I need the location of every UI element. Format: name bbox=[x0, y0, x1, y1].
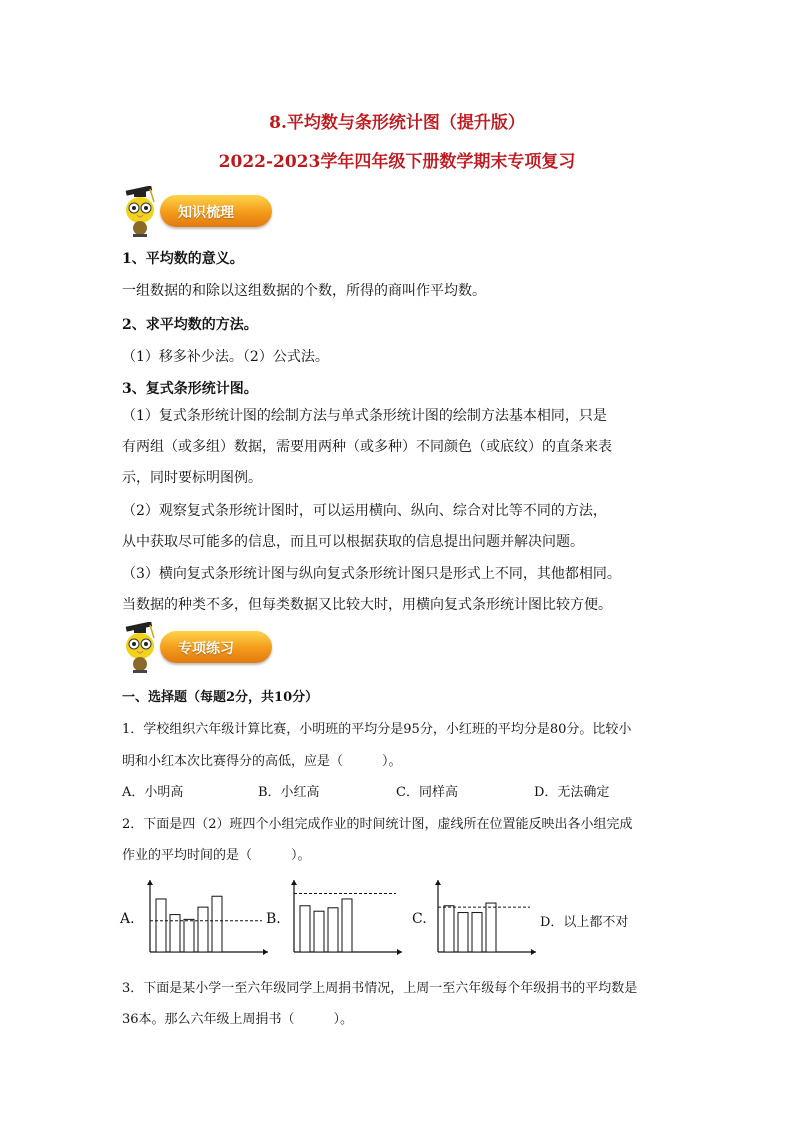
x-axis-arrow bbox=[531, 949, 536, 955]
y-axis-arrow bbox=[291, 880, 297, 885]
q1-option-d[interactable]: D．无法确定 bbox=[534, 785, 610, 800]
knowledge-text-3-line-1: （1）复式条形统计图的绘制方法与单式条形统计图的绘制方法基本相同，只是 bbox=[122, 408, 607, 424]
practice-badge-label: 专项练习 bbox=[178, 641, 234, 657]
q2-line-2: 作业的平均时间的是（ ）。 bbox=[122, 848, 311, 863]
q3-line-2: 36本。那么六年级上周捐书（ ）。 bbox=[122, 1012, 354, 1027]
knowledge-badge bbox=[120, 186, 280, 238]
practice-badge bbox=[120, 622, 280, 674]
knowledge-text-3-line-2: 有两组（或多组）数据，需要用两种（或多种）不同颜色（或底纹）的直条来表 bbox=[122, 439, 612, 455]
bar bbox=[198, 907, 208, 952]
bar bbox=[212, 896, 222, 952]
knowledge-badge-pill bbox=[160, 195, 272, 227]
bar bbox=[300, 906, 310, 952]
q2-option-c[interactable]: C. bbox=[412, 911, 427, 927]
q1-option-a[interactable]: A．小明高 bbox=[122, 785, 184, 800]
bar bbox=[328, 908, 338, 952]
bar bbox=[444, 906, 454, 952]
bar bbox=[184, 919, 194, 952]
bar bbox=[170, 915, 180, 952]
knowledge-text-4-line-2: 从中获取尽可能多的信息，而且可以根据获取的信息提出问题并解决问题。 bbox=[122, 534, 584, 550]
bar bbox=[314, 911, 324, 952]
bar bbox=[486, 903, 496, 952]
q2-option-d[interactable]: D．以上都不对 bbox=[540, 915, 629, 930]
q1-option-c[interactable]: C．同样高 bbox=[396, 785, 458, 800]
q2-option-a[interactable]: A. bbox=[120, 911, 135, 927]
x-axis-arrow bbox=[397, 949, 402, 955]
knowledge-heading-3: 3、复式条形统计图。 bbox=[122, 381, 258, 397]
knowledge-text-1: 一组数据的和除以这组数据的个数，所得的商叫作平均数。 bbox=[122, 283, 486, 299]
knowledge-heading-1: 1、平均数的意义。 bbox=[122, 251, 244, 267]
bar bbox=[472, 913, 482, 952]
q2-chart-b bbox=[284, 876, 404, 956]
q1-option-b[interactable]: B．小红高 bbox=[258, 785, 320, 800]
knowledge-text-4-line-1: （2）观察复式条形统计图时，可以运用横向、纵向、综合对比等不同的方法， bbox=[122, 503, 607, 519]
page-title: 8.平均数与条形统计图（提升版） bbox=[269, 113, 525, 133]
bar bbox=[458, 913, 468, 952]
knowledge-text-3-line-3: 示，同时要标明图例。 bbox=[122, 470, 262, 486]
knowledge-badge-label: 知识梳理 bbox=[178, 205, 234, 221]
bar bbox=[156, 899, 166, 952]
knowledge-text-2: （1）移多补少法。（2）公式法。 bbox=[122, 349, 329, 365]
page-subtitle: 2022-2023学年四年级下册数学期末专项复习 bbox=[218, 152, 576, 172]
practice-badge-pill bbox=[160, 631, 272, 663]
y-axis-arrow bbox=[147, 880, 153, 885]
knowledge-heading-2: 2、求平均数的方法。 bbox=[122, 317, 258, 333]
q2-chart-a bbox=[140, 876, 270, 956]
q1-line-1: 1．学校组织六年级计算比赛，小明班的平均分是95分，小红班的平均分是80分。比较小 bbox=[122, 722, 632, 737]
q2-line-1: 2．下面是四（2）班四个小组完成作业的时间统计图，虚线所在位置能反映出各小组完成 bbox=[122, 817, 633, 832]
x-axis-arrow bbox=[263, 949, 268, 955]
section-heading: 一、选择题（每题2分，共10分） bbox=[122, 690, 319, 705]
q3-line-1: 3．下面是某小学一至六年级同学上周捐书情况，上周一至六年级每个年级捐书的平均数是 bbox=[122, 981, 638, 996]
knowledge-text-5-line-2: 当数据的种类不多，但每类数据又比较大时，用横向复式条形统计图比较方便。 bbox=[122, 597, 612, 613]
q2-option-b[interactable]: B. bbox=[266, 911, 281, 927]
bar bbox=[342, 899, 352, 952]
q2-chart-c bbox=[428, 876, 538, 956]
q1-line-2: 明和小红本次比赛得分的高低，应是（ ）。 bbox=[122, 754, 402, 769]
y-axis-arrow bbox=[435, 880, 441, 885]
knowledge-text-5-line-1: （3）横向复式条形统计图与纵向复式条形统计图只是形式上不同，其他都相同。 bbox=[122, 566, 621, 582]
